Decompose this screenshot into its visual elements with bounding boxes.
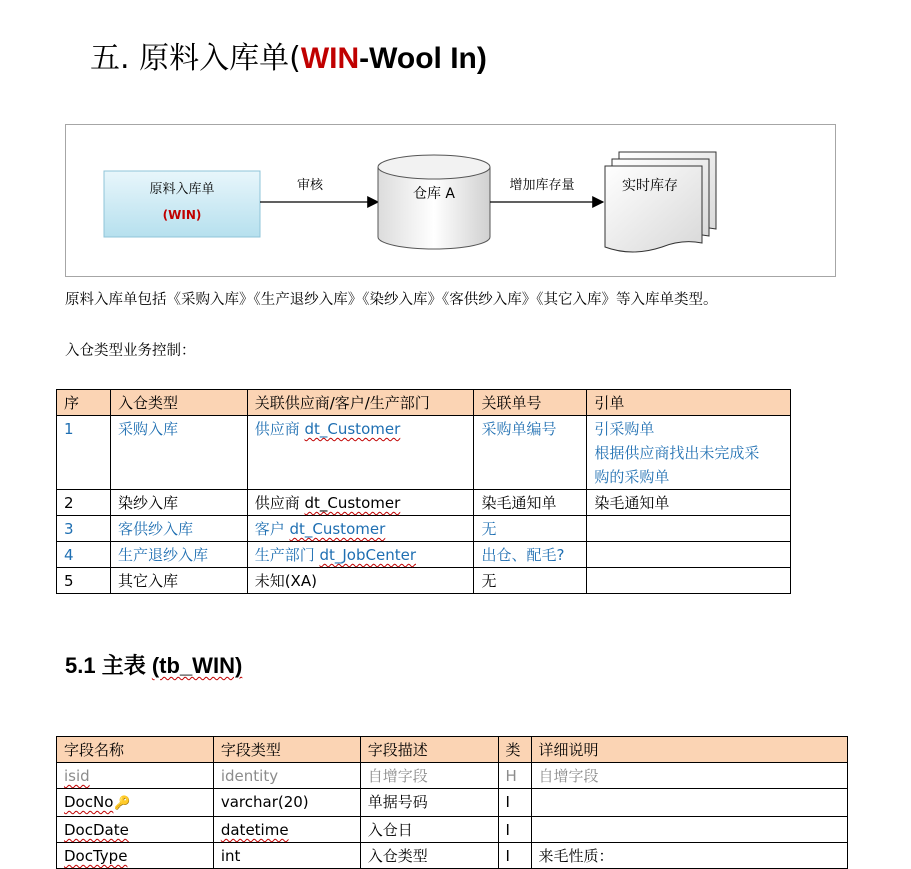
row-doc: 采购单编号: [474, 416, 587, 490]
field-class: H: [498, 763, 531, 789]
field-class: I: [498, 817, 531, 843]
table-row: [57, 843, 848, 869]
arrow-add-stock-label: 增加库存量: [509, 178, 575, 193]
row-type: 生产退纱入库: [110, 542, 247, 568]
row-ref: [587, 542, 791, 568]
control-label: 入仓类型业务控制：: [65, 343, 196, 359]
row-relation: 未知(XA): [247, 568, 474, 594]
col-header: 序: [57, 390, 111, 416]
col-header: 入仓类型: [110, 390, 247, 416]
row-doc: 出仓、配毛?: [474, 542, 587, 568]
row-relation: 客户 dt_Customer: [247, 516, 474, 542]
field-detail: 来毛性质：: [531, 843, 847, 869]
warehouse-label: 仓库 A: [412, 186, 456, 202]
field-desc: 单据号码: [360, 789, 498, 817]
row-type: 客供纱入库: [110, 516, 247, 542]
stock-documents-label: 实时库存: [622, 178, 678, 194]
source-document-box: [104, 171, 260, 237]
field-name: DocNo🔑: [57, 789, 214, 817]
primary-key-icon: 🔑: [114, 796, 131, 811]
field-name: isid: [57, 763, 214, 789]
field-desc: 入仓日: [360, 817, 498, 843]
row-seq: 2: [57, 490, 111, 516]
col-header: 关联供应商/客户/生产部门: [247, 390, 474, 416]
table-row: [57, 789, 848, 817]
col-header: 引单: [587, 390, 791, 416]
row-seq: 5: [57, 568, 111, 594]
row-ref: 染毛通知单: [587, 490, 791, 516]
chapter-heading: [90, 38, 487, 80]
chapter-title-en: -Wool In): [359, 42, 487, 75]
field-type: int: [213, 843, 360, 869]
table-row: [57, 568, 791, 594]
flow-diagram: [65, 124, 836, 277]
row-ref: [587, 516, 791, 542]
field-table: [56, 736, 848, 869]
row-doc: 染毛通知单: [474, 490, 587, 516]
section-heading: [65, 650, 242, 683]
field-desc: 入仓类型: [360, 843, 498, 869]
table-row: [57, 516, 791, 542]
row-relation: 供应商 dt_Customer: [247, 490, 474, 516]
col-header: 关联单号: [474, 390, 587, 416]
row-seq: 3: [57, 516, 111, 542]
table-row: [57, 817, 848, 843]
field-class: I: [498, 789, 531, 817]
table-header-row: [57, 737, 848, 763]
row-ref: 引采购单 根据供应商找出未完成采 购的采购单: [587, 416, 791, 490]
intro-paragraph: 原料入库单包括《采购入库》《生产退纱入库》《染纱入库》《客供纱入库》《其它入库》等入库单类型。: [65, 292, 718, 308]
table-row: [57, 542, 791, 568]
col-header: 字段描述: [360, 737, 498, 763]
chapter-title-cn: 原料入库单(: [139, 41, 301, 76]
col-header: 字段类型: [213, 737, 360, 763]
field-type: varchar(20): [213, 789, 360, 817]
row-seq: 1: [57, 416, 111, 490]
table-header-row: [57, 390, 791, 416]
section-number: 5.1: [65, 653, 96, 678]
row-relation: 供应商 dt_Customer: [247, 416, 474, 490]
table-row: [57, 416, 791, 490]
field-type: identity: [213, 763, 360, 789]
chapter-title-code: WIN: [300, 42, 360, 75]
arrow-audit-label: 审核: [296, 178, 324, 193]
table-row: [57, 490, 791, 516]
row-doc: 无: [474, 516, 587, 542]
col-header: 详细说明: [531, 737, 847, 763]
field-type: datetime: [213, 817, 360, 843]
source-box-code: (WIN): [162, 208, 202, 222]
table-row: [57, 763, 848, 789]
row-type: 采购入库: [110, 416, 247, 490]
col-header: 字段名称: [57, 737, 214, 763]
col-header: 类: [498, 737, 531, 763]
section-title: 主表: [101, 654, 146, 679]
chapter-number: 五.: [90, 41, 130, 76]
row-relation: 生产部门 dt_JobCenter: [247, 542, 474, 568]
stock-documents-icon: [605, 152, 716, 252]
field-name: DocDate: [57, 817, 214, 843]
field-detail: 自增字段: [531, 763, 847, 789]
warehouse-cylinder-icon: [378, 155, 490, 249]
row-type: 其它入库: [110, 568, 247, 594]
field-name: DocType: [57, 843, 214, 869]
field-class: I: [498, 843, 531, 869]
row-type: 染纱入库: [110, 490, 247, 516]
row-doc: 无: [474, 568, 587, 594]
section-table-name: (tb_WIN): [151, 653, 243, 678]
source-box-label: 原料入库单: [149, 182, 215, 197]
inbound-type-table: [56, 389, 791, 594]
field-detail: [531, 789, 847, 817]
row-seq: 4: [57, 542, 111, 568]
field-desc: 自增字段: [360, 763, 498, 789]
row-ref: [587, 568, 791, 594]
field-detail: [531, 817, 847, 843]
